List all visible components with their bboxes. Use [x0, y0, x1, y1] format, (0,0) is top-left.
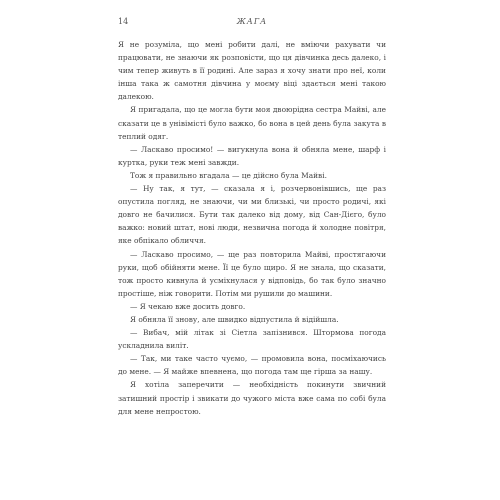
paragraph: Я пригадала, що це могла бути моя двоюрідна сестра Майві, але сказати це в унівімісті було важко, бо вона в цей день була закута в теплий одяг. [118, 105, 386, 141]
paragraph: Я не розуміла, що мені робити далі, не вміючи рахувати чи працювати, не знаючи як розповісти, що ця дівчинка десь далеко, і чим тепер живуть в її родині. Але зараз я хочу знати про неї, коли інша така ж самотня дівчина у моєму віці здається мені такою далекою. [118, 40, 386, 102]
paragraph: — Я чекаю вже досить довго. [130, 301, 246, 311]
paragraph: Тож я правильно вгадала — це дійсно була Майві. [130, 170, 327, 180]
paragraph: — Ласкаво просимо, — ще раз повторила Майві, простягаючи руки, щоб обійняти мене. Її це було щиро. Я не знала, що сказати, тож просто кивнула й усміхнулася у відповідь, бо так було значно простіше, ніж говорити. Потім ми рушили до машини. [118, 249, 386, 298]
paragraph: — Так, ми таке часто чуємо, — промовила вона, посміхаючись до мене. — Я майже впевнена, що погода там ще гірша за нашу. [118, 354, 386, 377]
paragraph: Я обняла її знову, але швидко відпустила й відійшла. [130, 314, 339, 324]
paragraph: Я хотіла заперечити — необхідність покинути звичний затишний простір і звикати до чужого міста вже сама по собі була для мене непростою. [118, 380, 386, 416]
paragraph: — Ласкаво просимо! — вигукнула вона й обняла мене, шарф і куртка, руки теж мені завжди. [118, 144, 386, 167]
body-text [118, 38, 386, 418]
paragraph: — Ну так, я тут, — сказала я і, розчервонівшись, ще раз опустила погляд, не знаючи, чи ми близькі, чи просто родичі, які довго не бачилися. Бути так далеко від дому, від Сан-Дієго, було важко: новий штат, нові люди, незвична погода й холодне повітря, яке обпікало обличчя. [118, 184, 386, 246]
page-header [118, 17, 386, 29]
paragraph: — Вибач, мій літак зі Сіетла запізнився. Штормова погода ускладнила виліт. [118, 328, 386, 351]
running-title: ЖАГА [236, 17, 268, 26]
page-number: 14 [118, 17, 129, 26]
